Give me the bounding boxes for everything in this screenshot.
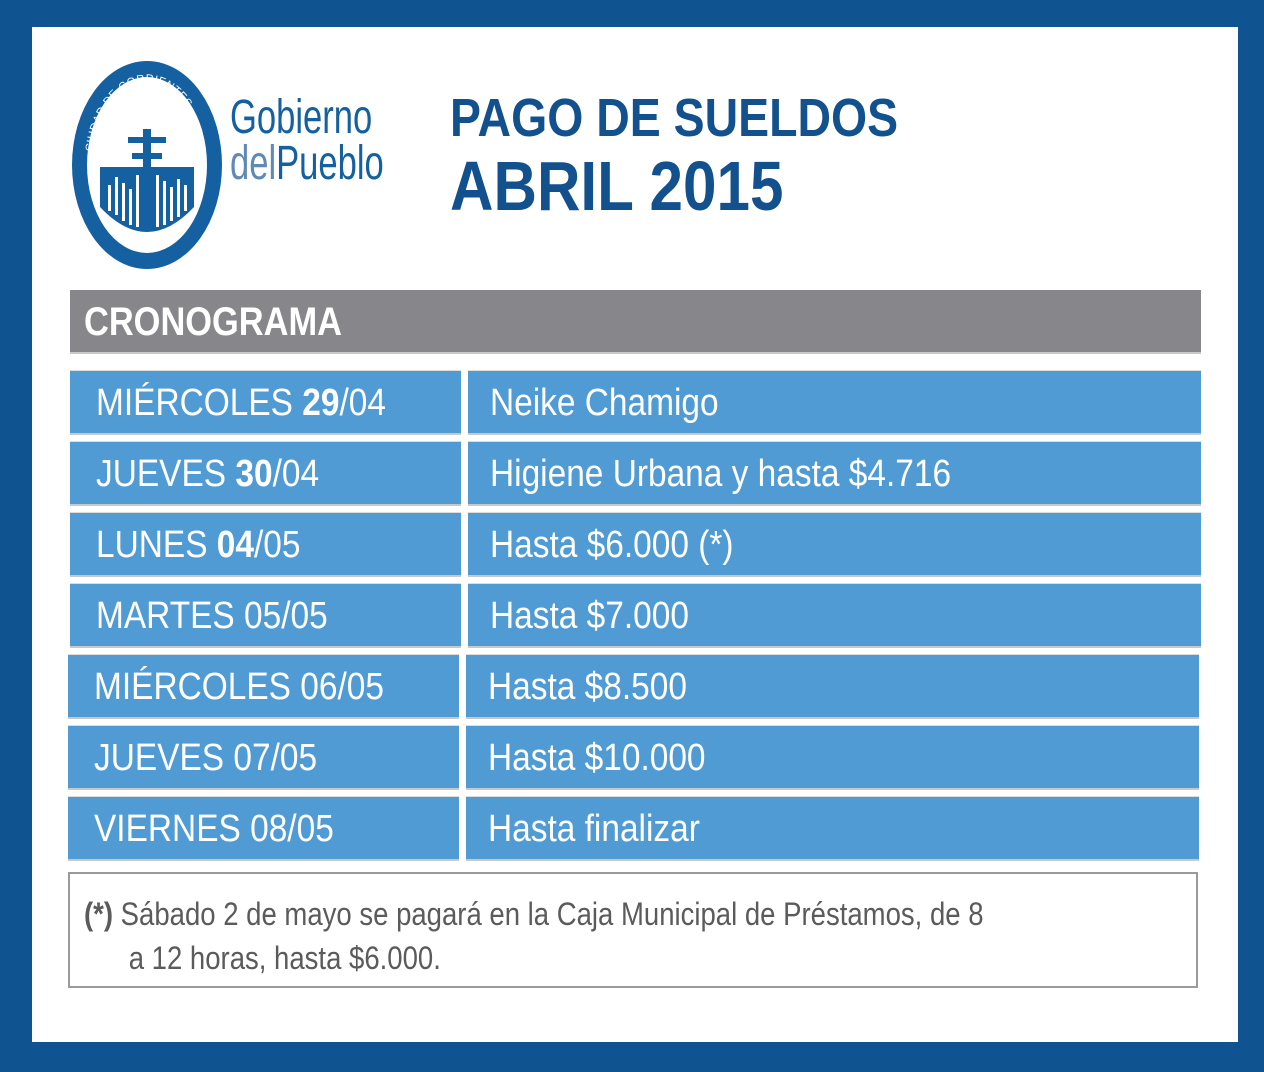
title-line-1: PAGO DE SUELDOS (450, 88, 899, 148)
title-line-2: ABRIL 2015 (450, 147, 784, 225)
description-text: Hasta $10.000 (488, 737, 706, 779)
day-name: VIERNES (94, 808, 251, 850)
date-rest: 07/05 (233, 737, 318, 779)
footnote-box (68, 872, 1198, 988)
date-day-number: 30 (235, 453, 273, 495)
day-name: MIÉRCOLES (94, 666, 301, 708)
page-title (450, 87, 898, 223)
date-text (96, 382, 386, 425)
description-text: Neike Chamigo (490, 382, 719, 424)
footnote-marker: (*) (84, 896, 114, 932)
description-cell (466, 797, 1199, 859)
description-cell (468, 584, 1201, 646)
date-rest: /05 (254, 524, 301, 566)
date-cell (70, 513, 461, 575)
date-rest: 08/05 (250, 808, 334, 850)
description-cell (466, 655, 1199, 717)
day-name: JUEVES (94, 737, 234, 779)
brand-line-2-thin: del (230, 136, 277, 190)
description-cell (466, 726, 1199, 788)
description-cell (468, 442, 1201, 504)
date-day-number: 04 (216, 524, 255, 566)
section-label: CRONOGRAMA (84, 300, 342, 344)
date-cell (70, 442, 461, 504)
brand-line-1: Gobierno (230, 91, 373, 144)
date-text (96, 453, 319, 496)
section-header (70, 290, 1201, 352)
day-name: LUNES (96, 524, 217, 566)
description-text: Higiene Urbana y hasta $4.716 (490, 453, 952, 495)
footnote-line-2: a 12 horas, hasta $6.000. (128, 940, 441, 976)
footnote-line-1: Sábado 2 de mayo se pagará en la Caja Municipal de Préstamos, de 8 (113, 896, 984, 932)
description-text: Hasta $8.500 (488, 666, 687, 708)
date-day-number: 29 (302, 382, 340, 424)
date-text (96, 524, 301, 567)
date-rest: 06/05 (300, 666, 384, 708)
flyer-card (32, 27, 1238, 1042)
date-rest: /04 (339, 382, 386, 424)
day-name: MARTES (96, 595, 245, 637)
brand-line-2 (230, 136, 384, 190)
date-rest: 05/05 (244, 595, 328, 637)
date-text (96, 595, 328, 638)
date-cell (68, 797, 459, 859)
date-cell (68, 655, 459, 717)
date-text (94, 808, 334, 851)
description-cell (468, 513, 1201, 575)
brand-line-2-bold: Pueblo (276, 136, 384, 190)
description-text: Hasta $6.000 (*) (490, 524, 734, 566)
date-rest: /04 (272, 453, 320, 495)
date-text (94, 737, 317, 780)
description-cell (468, 371, 1201, 433)
description-text: Hasta finalizar (488, 808, 700, 850)
description-text: Hasta $7.000 (490, 595, 689, 637)
seal-text: CIUDAD DE CORRIENTES (83, 72, 195, 153)
day-name: JUEVES (96, 453, 236, 495)
footnote-text (84, 892, 1142, 980)
date-cell (70, 584, 461, 646)
date-cell (68, 726, 459, 788)
brand-wordmark (230, 91, 384, 190)
date-cell (70, 371, 461, 433)
day-name: MIÉRCOLES (96, 382, 303, 424)
date-text (94, 666, 384, 709)
